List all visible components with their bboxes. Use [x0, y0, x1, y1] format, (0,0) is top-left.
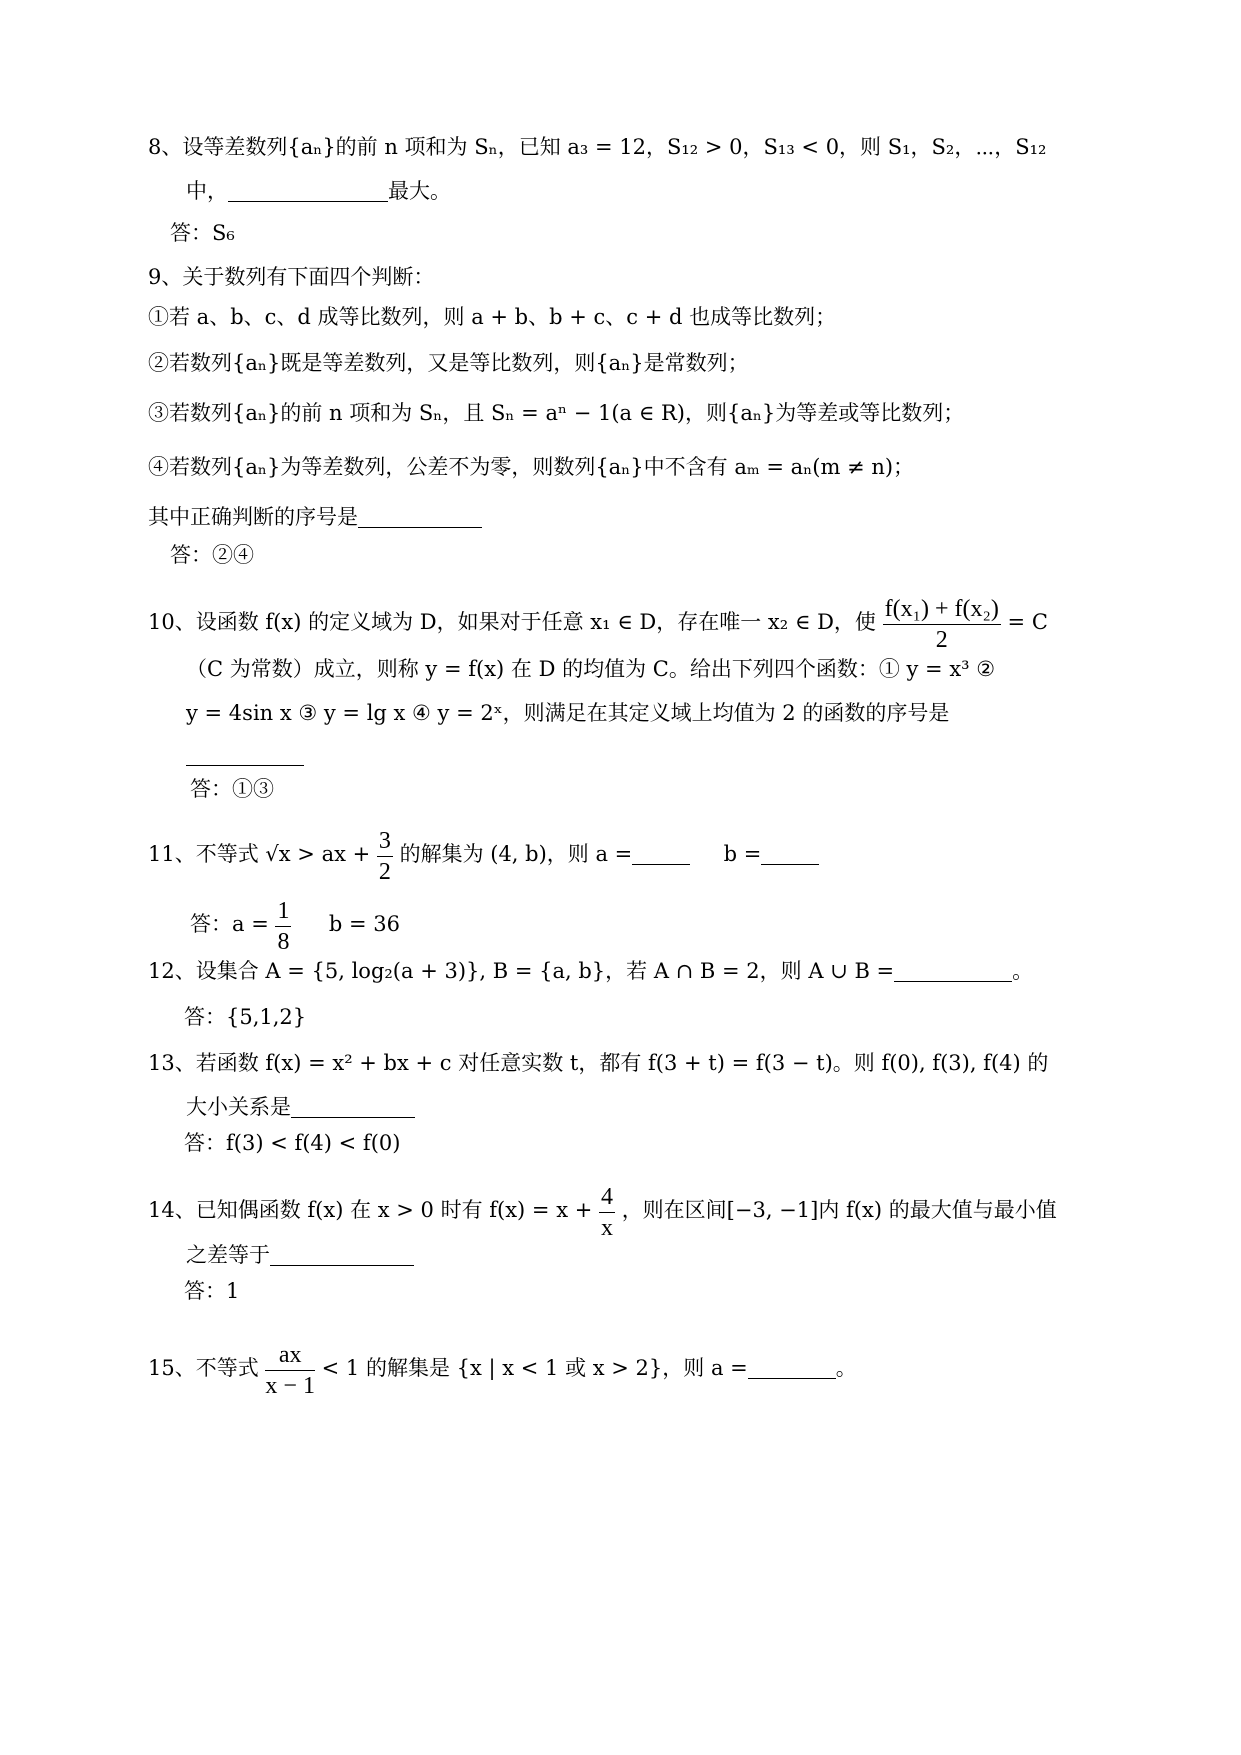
answer-blank[interactable]: [358, 505, 482, 528]
statement-4: ④若数列{aₙ}为等差数列，公差不为零，则数列{aₙ}中不含有 aₘ = aₙ(m ≠ n)；: [148, 455, 915, 479]
answer-12: 答：{5,1,2}: [184, 1005, 307, 1029]
answer-11: 答：a = $\frac{1}{8}$ b = 36: [190, 898, 400, 955]
problem-13-line2: 大小关系是: [186, 1092, 415, 1122]
problem-8-line2: 中， 最大。: [186, 179, 451, 203]
problem-14: 14、已知偶函数 f(x) 在 x > 0 时有 f(x) = x + $\frac{4}{x}$ ，则在区间[−3, −1]内 f(x) 的最大值与最小值: [148, 1184, 1057, 1241]
problem-10-line3: y = 4sin x ③ y = lg x ④ y = 2ˣ，则满足在其定义域上均值为 2 的函数的序号是: [186, 701, 950, 725]
answer-13: 答：f(3) < f(4) < f(0): [184, 1131, 401, 1155]
problem-10-blank-line: [186, 740, 304, 770]
answer-8: 答：S₆: [170, 221, 235, 245]
answer-blank[interactable]: [748, 1356, 836, 1379]
answer-blank[interactable]: [291, 1095, 415, 1118]
problem-12: 12、设集合 A = {5, log₂(a + 3)}, B = {a, b}，若 A ∩ B = 2，则 A ∪ B = 。: [148, 959, 1034, 983]
answer-blank[interactable]: [761, 842, 819, 865]
problem-8: 8、设等差数列{aₙ}的前 n 项和为 Sₙ，已知 a₃ = 12，S₁₂ > 0，S₁₃ < 0，则 S₁，S₂，⋯，S₁₂: [148, 135, 1047, 159]
answer-blank[interactable]: [228, 179, 388, 202]
problem-11: 11、不等式 √x > ax + $\frac{3}{2}$ 的解集为 (4, b)，则 a = b =: [148, 826, 819, 887]
problem-10: 10、设函数 f(x) 的定义域为 D，如果对于任意 x₁ ∈ D，存在唯一 x₂ ∈ D，使 $\frac{\text{f(x₁) + f(x₂)}}{2}$ = C: [148, 596, 1048, 653]
problem-14-line2: 之差等于: [186, 1240, 414, 1270]
answer-blank[interactable]: [632, 842, 690, 865]
problem-15: 15、不等式 $\frac{ax}{x - 1}$ < 1 的解集是 {x | x < 1 或 x > 2}，则 a = 。: [148, 1342, 857, 1399]
answer-blank[interactable]: [894, 959, 1012, 982]
fraction: $\frac{\text{f(x₁) + f(x₂)}}{2}$: [884, 596, 999, 653]
answer-10: 答：①③: [190, 777, 274, 801]
statement-2: ②若数列{aₙ}既是等差数列，又是等比数列，则{aₙ}是常数列；: [148, 351, 749, 375]
statement-3: ③若数列{aₙ}的前 n 项和为 Sₙ，且 Sₙ = aⁿ − 1(a ∈ R)，则{aₙ}为等差或等比数列；: [148, 401, 965, 425]
fraction: $\frac{4}{x}$: [601, 1184, 613, 1241]
fraction: $\frac{1}{8}$: [277, 898, 290, 955]
problem-10-line2: （C 为常数）成立，则称 y = f(x) 在 D 的均值为 C。给出下列四个函数：① y = x³ ②: [186, 657, 996, 681]
problem-9-ask: 其中正确判断的序号是: [148, 502, 482, 532]
answer-blank[interactable]: [186, 743, 304, 766]
fraction: $\frac{ax}{x - 1}$: [265, 1342, 315, 1399]
statement-1: ①若 a、b、c、d 成等比数列，则 a + b、b + c、c + d 也成等比数列；: [148, 305, 837, 329]
problem-9: 9、关于数列有下面四个判断：: [148, 265, 435, 289]
fraction: $\frac{3}{2}$: [378, 828, 391, 885]
answer-blank[interactable]: [270, 1243, 414, 1266]
problem-13: 13、若函数 f(x) = x² + bx + c 对任意实数 t，都有 f(3 + t) = f(3 − t)。则 f(0), f(3), f(4) 的: [148, 1051, 1049, 1075]
answer-9: 答：②④: [170, 543, 254, 567]
answer-14: 答：1: [184, 1279, 240, 1303]
